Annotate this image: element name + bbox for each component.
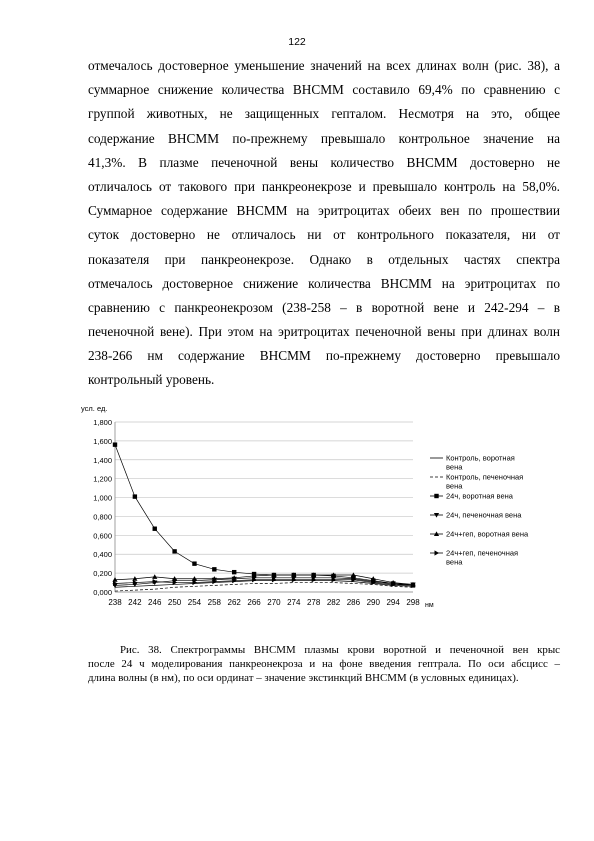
data-point xyxy=(113,442,117,446)
paragraph-line: группой животных, не защищенных гепталом. Несмотря на это, общее xyxy=(88,106,560,122)
y-tick-label: 0,200 xyxy=(93,569,112,579)
paragraph-line: печеночной вене). При этом на эритроцитах печеночной вены при длинах волн xyxy=(88,324,560,340)
y-axis-label: усл. ед. xyxy=(81,404,108,413)
data-point xyxy=(212,567,216,571)
data-point xyxy=(133,494,137,498)
x-tick-label: 250 xyxy=(167,598,182,607)
caption-line: Рис. 38. Спектрограммы ВНСММ плазмы крови воротной и печеночной вен крыс xyxy=(120,644,560,656)
paragraph-line: отмечалось достоверное уменьшение значений на всех длинах волн (рис. 38), а xyxy=(88,58,560,73)
x-tick-label: 242 xyxy=(128,598,142,607)
x-tick-label: 278 xyxy=(306,598,321,607)
data-point xyxy=(153,527,157,531)
y-tick-label: 1,400 xyxy=(93,455,112,465)
x-tick-label: 294 xyxy=(386,598,400,607)
legend-label: 24ч+геп, воротная вена xyxy=(446,529,529,539)
legend-label: Контроль, печеночная вена xyxy=(446,472,524,491)
legend-label: 24ч, печеночная вена xyxy=(446,510,522,520)
y-tick-label: 1,000 xyxy=(93,493,112,503)
legend-marker xyxy=(435,550,440,555)
x-tick-label: 298 xyxy=(406,598,420,607)
series-line xyxy=(115,445,413,586)
x-tick-label: 266 xyxy=(247,598,261,607)
paragraph-line: отмечалось достоверное снижение количества ВНСММ на эритроцитах по xyxy=(88,275,560,291)
x-tick-label: 262 xyxy=(227,598,241,607)
paragraph-line: суммарное снижение количества ВНСММ составило 69,4% по сравнению с xyxy=(88,82,560,98)
legend-marker xyxy=(434,494,438,498)
paragraph-line: 41,3%. В плазме печеночной вены количество ВНСММ достоверно не xyxy=(88,154,560,170)
x-tick-label: 290 xyxy=(366,598,380,607)
paragraph-line: Суммарное содержание ВНСММ на эритроцитах обеих вен по прошествии xyxy=(88,203,560,219)
page-number: 122 xyxy=(288,36,306,48)
y-tick-label: 0,000 xyxy=(93,588,112,597)
x-tick-label: 254 xyxy=(187,598,202,607)
y-tick-label: 1,200 xyxy=(93,474,112,484)
x-tick-label: 286 xyxy=(346,598,361,607)
series-line xyxy=(115,583,413,592)
legend-label: Контроль, воротная вена xyxy=(446,453,515,472)
body-paragraph xyxy=(88,54,560,393)
y-tick-label: 0,600 xyxy=(93,531,112,541)
data-point xyxy=(152,574,157,579)
legend-label: 24ч+геп, печеночная вена xyxy=(446,548,519,567)
paragraph-line: контрольный уровень. xyxy=(88,372,215,388)
paragraph-line: содержание ВНСММ по-прежнему превышало контрольное значение на xyxy=(88,130,560,146)
paragraph-line: показателя при панкреонекрозе. Однако в отдельных частях спектра xyxy=(88,251,560,267)
data-point xyxy=(232,570,236,574)
paragraph-line: отличалось от такового при панкреонекрозе и превышало контроль на 58,0%. xyxy=(88,178,560,194)
x-tick-label: 282 xyxy=(326,598,341,607)
x-tick-label: 258 xyxy=(207,598,222,607)
paragraph-line: 238-266 нм содержание ВНСММ по-прежнему достоверно превышало xyxy=(88,348,560,364)
caption-line: длина волны (в нм), по оси ординат – значение экстинкций ВНСММ (в условных единицах). xyxy=(88,672,519,684)
data-point xyxy=(172,549,176,553)
y-tick-label: 1,600 xyxy=(93,436,112,446)
x-tick-label: 246 xyxy=(148,598,162,607)
y-tick-label: 0,800 xyxy=(93,512,112,522)
data-point xyxy=(192,561,196,565)
y-tick-label: 1,800 xyxy=(93,418,112,427)
x-tick-label: 274 xyxy=(287,598,301,607)
legend-label: 24ч, воротная вена xyxy=(446,491,513,501)
figure-caption xyxy=(88,643,560,685)
paragraph-line: суток достоверно не отличалось ни от контрольного показателя, ни от xyxy=(88,227,560,243)
x-tick-label: 270 xyxy=(267,598,281,607)
paragraph-line: сравнению с панкреонекрозом (238-258 – в воротной вене и 242-294 – в xyxy=(88,299,560,315)
y-tick-label: 0,400 xyxy=(93,550,112,560)
x-tick-label: 238 xyxy=(108,598,122,607)
caption-line: после 24 ч моделирования панкреонекроза и на фоне введения гептрала. По оси абсцисс – xyxy=(88,658,560,670)
spectrogram-chart xyxy=(80,400,560,620)
x-axis-label: нм xyxy=(425,602,434,609)
